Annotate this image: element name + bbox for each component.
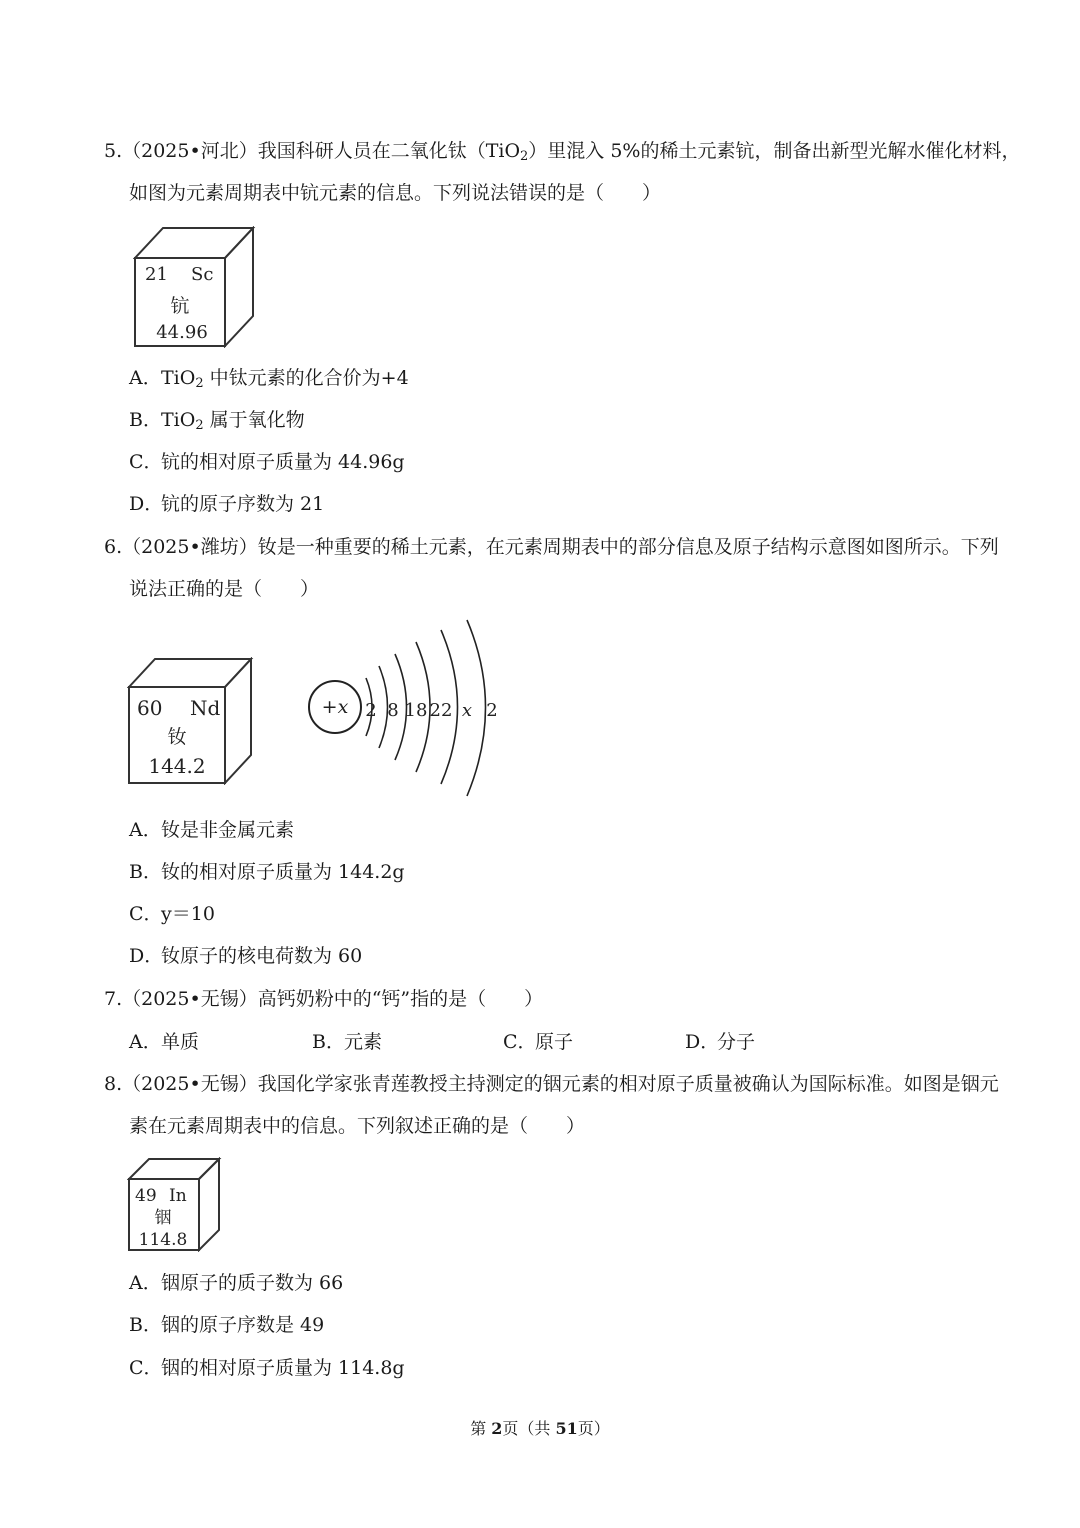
q8-option-b: B．铟的原子序数是 49 bbox=[129, 1314, 325, 1336]
neodymium-element-cell bbox=[127, 657, 255, 785]
scandium-element-cell bbox=[133, 226, 257, 348]
q5-option-c: C．钪的相对原子质量为 44.96g bbox=[129, 451, 405, 473]
q7-option-d: D．分子 bbox=[685, 1031, 756, 1053]
total-page-count: 51 bbox=[555, 1419, 578, 1438]
shell-count: 2 bbox=[486, 700, 498, 721]
q5-option-a: A．TiO$_2$ 中钛元素的化合价为+4 bbox=[129, 367, 409, 391]
q7-stem-line1: 7.（2025•无锡）高钙奶粉中的“钙”指的是（ ） bbox=[104, 988, 544, 1010]
q6-option-d: D．钕原子的核电荷数为 60 bbox=[129, 945, 363, 967]
cell-mass: 114.8 bbox=[138, 1230, 188, 1250]
shell-count: 8 bbox=[387, 700, 399, 721]
q7-option-c: C．原子 bbox=[503, 1031, 574, 1053]
cell-atomic-number: 60 bbox=[137, 696, 163, 720]
q6-stem-line1: 6.（2025•潍坊）钕是一种重要的稀土元素，在元素周期表中的部分信息及原子结构示意图如图所示。下列 bbox=[104, 536, 999, 558]
q8-stem-line2: 素在元素周期表中的信息。下列叙述正确的是（ ） bbox=[129, 1115, 586, 1137]
q5-stem-line1: 5.（2025•河北）我国科研人员在二氧化钛（TiO$_2$）里混入 5%的稀土元素钪，制备出新型光解水催化材料， bbox=[104, 140, 1021, 164]
shell-count: x bbox=[461, 700, 473, 721]
nucleus-charge: +x bbox=[321, 696, 349, 718]
q6-option-a: A．钕是非金属元素 bbox=[129, 819, 295, 841]
cell-mass: 144.2 bbox=[148, 754, 206, 778]
q8-option-a: A．铟原子的质子数为 66 bbox=[129, 1272, 344, 1294]
cell-name: 铟 bbox=[154, 1208, 172, 1228]
shell-count: 18 bbox=[404, 700, 428, 721]
atomic-structure-diagram bbox=[300, 616, 510, 802]
q8-stem-line1: 8.（2025•无锡）我国化学家张青莲教授主持测定的铟元素的相对原子质量被确认为国际标准。如图是铟元 bbox=[104, 1073, 999, 1095]
q5-option-d: D．钪的原子序数为 21 bbox=[129, 493, 325, 515]
cell-mass: 44.96 bbox=[156, 322, 208, 343]
current-page-number: 2 bbox=[491, 1419, 503, 1438]
q6-option-b: B．钕的相对原子质量为 144.2g bbox=[129, 861, 405, 883]
q6-stem-line2: 说法正确的是（ ） bbox=[129, 578, 320, 600]
cell-symbol: Sc bbox=[191, 264, 214, 285]
q5-stem-line2: 如图为元素周期表中钪元素的信息。下列说法错误的是（ ） bbox=[129, 182, 662, 204]
q7-option-b: B．元素 bbox=[312, 1031, 383, 1053]
cell-atomic-number: 49 bbox=[135, 1186, 157, 1206]
q5-option-b: B．TiO$_2$ 属于氧化物 bbox=[129, 409, 305, 433]
shell-count: 22 bbox=[429, 700, 453, 721]
cell-symbol: In bbox=[169, 1186, 187, 1206]
q8-option-c: C．铟的相对原子质量为 114.8g bbox=[129, 1357, 405, 1379]
shell-count: 2 bbox=[365, 700, 377, 721]
cell-name: 钪 bbox=[170, 295, 190, 317]
cell-atomic-number: 21 bbox=[145, 264, 168, 285]
cell-name: 钕 bbox=[167, 726, 187, 748]
cell-symbol: Nd bbox=[190, 696, 221, 720]
q6-option-c: C．y＝10 bbox=[129, 903, 215, 925]
indium-element-cell bbox=[127, 1157, 223, 1252]
q7-option-a: A．单质 bbox=[129, 1031, 200, 1053]
page-footer: 第 2页（共 51页） bbox=[470, 1419, 610, 1438]
